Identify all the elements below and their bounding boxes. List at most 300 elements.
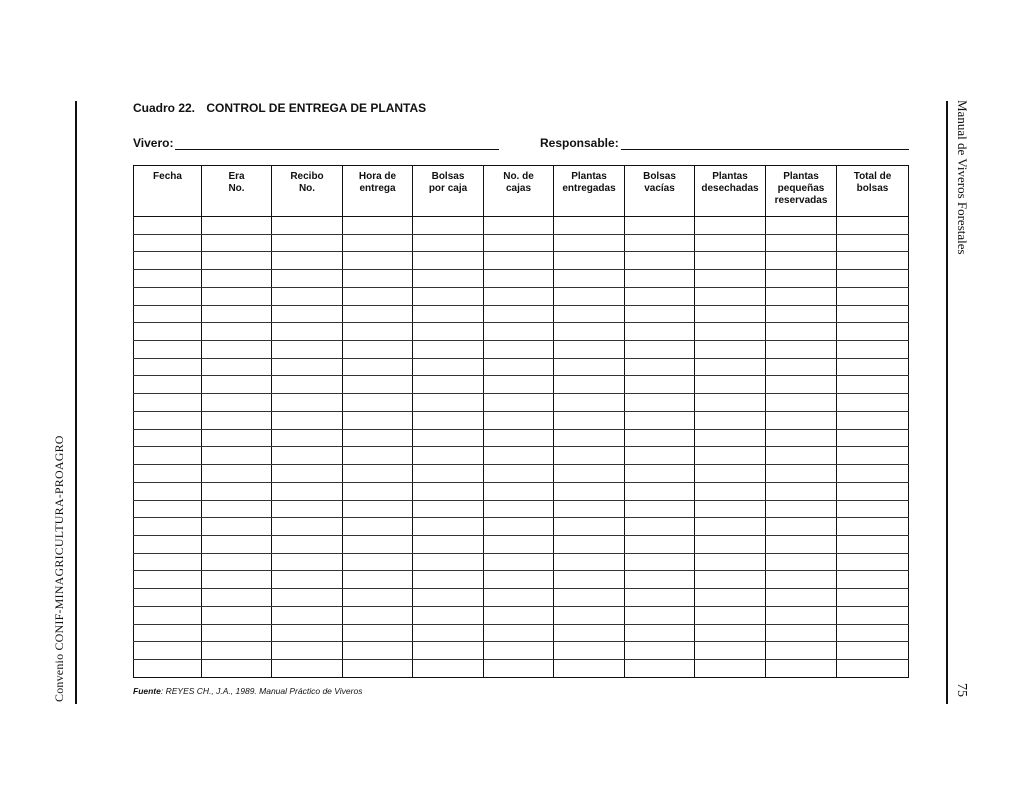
table-cell[interactable] [134, 341, 202, 359]
table-cell[interactable] [625, 341, 695, 359]
table-cell[interactable] [272, 500, 343, 518]
table-cell[interactable] [766, 571, 837, 589]
table-cell[interactable] [134, 305, 202, 323]
table-cell[interactable] [272, 429, 343, 447]
table-cell[interactable] [413, 465, 484, 483]
table-cell[interactable] [202, 305, 272, 323]
table-row [134, 606, 909, 624]
table-cell[interactable] [837, 376, 909, 394]
table-cell[interactable] [134, 482, 202, 500]
table-cell[interactable] [766, 606, 837, 624]
table-cell[interactable] [625, 500, 695, 518]
table-cell[interactable] [272, 341, 343, 359]
table-cell[interactable] [343, 642, 413, 660]
table-cell[interactable] [625, 305, 695, 323]
table-cell[interactable] [766, 518, 837, 536]
table-cell[interactable] [837, 589, 909, 607]
table-cell[interactable] [625, 482, 695, 500]
source-label: Fuente [133, 686, 161, 696]
table-cell[interactable] [343, 465, 413, 483]
table-cell[interactable] [202, 589, 272, 607]
table-cell[interactable] [766, 270, 837, 288]
table-cell[interactable] [413, 606, 484, 624]
table-cell[interactable] [766, 305, 837, 323]
table-cell[interactable] [837, 358, 909, 376]
table-cell[interactable] [695, 553, 766, 571]
table-cell[interactable] [766, 500, 837, 518]
table-cell[interactable] [484, 411, 554, 429]
table-cell[interactable] [695, 376, 766, 394]
table-cell[interactable] [202, 500, 272, 518]
table-cell[interactable] [272, 270, 343, 288]
table-cell[interactable] [625, 217, 695, 235]
table-cell[interactable] [625, 535, 695, 553]
table-cell[interactable] [766, 465, 837, 483]
table-cell[interactable] [413, 217, 484, 235]
table-cell[interactable] [554, 465, 625, 483]
table-cell[interactable] [625, 323, 695, 341]
table-cell[interactable] [695, 217, 766, 235]
table-cell[interactable] [554, 606, 625, 624]
table-cell[interactable] [202, 482, 272, 500]
table-cell[interactable] [202, 270, 272, 288]
table-cell[interactable] [837, 624, 909, 642]
table-cell[interactable] [695, 252, 766, 270]
table-cell[interactable] [343, 394, 413, 412]
table-cell[interactable] [484, 518, 554, 536]
table-cell[interactable] [343, 270, 413, 288]
table-cell[interactable] [554, 482, 625, 500]
table-cell[interactable] [695, 500, 766, 518]
table-cell[interactable] [343, 500, 413, 518]
table-cell[interactable] [343, 429, 413, 447]
table-cell[interactable] [766, 447, 837, 465]
table-cell[interactable] [134, 287, 202, 305]
table-cell[interactable] [625, 411, 695, 429]
table-cell[interactable] [343, 341, 413, 359]
table-cell[interactable] [837, 535, 909, 553]
right-running-header [950, 100, 970, 260]
table-cell[interactable] [484, 341, 554, 359]
table-cell[interactable] [625, 287, 695, 305]
right-margin-rule [946, 101, 948, 704]
table-cell[interactable] [837, 341, 909, 359]
table-cell[interactable] [202, 429, 272, 447]
table-cell[interactable] [413, 518, 484, 536]
table-cell[interactable] [554, 500, 625, 518]
table-cell[interactable] [625, 465, 695, 483]
table-cell[interactable] [343, 323, 413, 341]
table-cell[interactable] [272, 571, 343, 589]
table-cell[interactable] [272, 411, 343, 429]
table-cell[interactable] [695, 429, 766, 447]
table-cell[interactable] [695, 341, 766, 359]
table-cell[interactable] [202, 553, 272, 571]
table-cell[interactable] [695, 624, 766, 642]
table-cell[interactable] [272, 465, 343, 483]
table-cell[interactable] [625, 659, 695, 677]
table-cell[interactable] [202, 606, 272, 624]
table-row [134, 642, 909, 660]
table-cell[interactable] [766, 234, 837, 252]
table-cell[interactable] [413, 323, 484, 341]
table-cell[interactable] [554, 553, 625, 571]
table-cell[interactable] [695, 234, 766, 252]
table-cell[interactable] [134, 589, 202, 607]
table-cell[interactable] [202, 217, 272, 235]
table-cell[interactable] [413, 500, 484, 518]
table-cell[interactable] [202, 252, 272, 270]
table-cell[interactable] [484, 482, 554, 500]
table-cell[interactable] [554, 234, 625, 252]
table-cell[interactable] [413, 642, 484, 660]
table-cell[interactable] [554, 394, 625, 412]
table-cell[interactable] [343, 553, 413, 571]
table-cell[interactable] [413, 535, 484, 553]
table-cell[interactable] [625, 447, 695, 465]
table-cell[interactable] [766, 659, 837, 677]
table-cell[interactable] [766, 411, 837, 429]
table-cell[interactable] [134, 624, 202, 642]
column-header: Fecha [134, 166, 202, 217]
table-cell[interactable] [695, 535, 766, 553]
table-cell[interactable] [484, 270, 554, 288]
table-cell[interactable] [343, 358, 413, 376]
table-cell[interactable] [343, 234, 413, 252]
table-cell[interactable] [484, 234, 554, 252]
table-cell[interactable] [134, 465, 202, 483]
table-row [134, 217, 909, 235]
table-cell[interactable] [272, 642, 343, 660]
table-cell[interactable] [484, 571, 554, 589]
table-cell[interactable] [272, 305, 343, 323]
table-row [134, 482, 909, 500]
table-cell[interactable] [766, 535, 837, 553]
table-cell[interactable] [413, 394, 484, 412]
table-cell[interactable] [554, 252, 625, 270]
table-cell[interactable] [272, 482, 343, 500]
table-cell[interactable] [272, 589, 343, 607]
table-cell[interactable] [202, 411, 272, 429]
table-cell[interactable] [134, 234, 202, 252]
table-cell[interactable] [837, 394, 909, 412]
table-cell[interactable] [484, 429, 554, 447]
table-cell[interactable] [343, 482, 413, 500]
table-cell[interactable] [837, 429, 909, 447]
table-cell[interactable] [202, 447, 272, 465]
table-cell[interactable] [413, 411, 484, 429]
table-cell[interactable] [202, 571, 272, 589]
table-cell[interactable] [695, 659, 766, 677]
table-cell[interactable] [695, 305, 766, 323]
table-cell[interactable] [554, 358, 625, 376]
table-cell[interactable] [837, 411, 909, 429]
table-cell[interactable] [272, 358, 343, 376]
table-cell[interactable] [134, 394, 202, 412]
table-cell[interactable] [134, 217, 202, 235]
table-cell[interactable] [695, 518, 766, 536]
table-cell[interactable] [554, 376, 625, 394]
table-cell[interactable] [413, 624, 484, 642]
table-cell[interactable] [695, 270, 766, 288]
table-cell[interactable] [484, 500, 554, 518]
table-cell[interactable] [766, 642, 837, 660]
table-cell[interactable] [134, 447, 202, 465]
table-cell[interactable] [695, 571, 766, 589]
table-cell[interactable] [272, 287, 343, 305]
table-cell[interactable] [272, 234, 343, 252]
table-cell[interactable] [134, 606, 202, 624]
table-cell[interactable] [554, 429, 625, 447]
table-cell[interactable] [484, 535, 554, 553]
table-cell[interactable] [202, 465, 272, 483]
table-cell[interactable] [484, 252, 554, 270]
table-cell[interactable] [695, 323, 766, 341]
table-cell[interactable] [695, 447, 766, 465]
table-cell[interactable] [134, 429, 202, 447]
table-cell[interactable] [625, 589, 695, 607]
table-cell[interactable] [554, 642, 625, 660]
table-cell[interactable] [554, 571, 625, 589]
table-cell[interactable] [837, 518, 909, 536]
table-cell[interactable] [625, 394, 695, 412]
table-cell[interactable] [413, 482, 484, 500]
table-cell[interactable] [837, 606, 909, 624]
table-cell[interactable] [554, 624, 625, 642]
table-cell[interactable] [625, 252, 695, 270]
table-cell[interactable] [766, 624, 837, 642]
table-cell[interactable] [272, 606, 343, 624]
table-cell[interactable] [343, 217, 413, 235]
table-cell[interactable] [554, 447, 625, 465]
table-cell[interactable] [484, 376, 554, 394]
table-cell[interactable] [272, 553, 343, 571]
responsable-line[interactable] [621, 137, 909, 150]
table-cell[interactable] [134, 411, 202, 429]
table-cell[interactable] [343, 411, 413, 429]
table-cell[interactable] [554, 341, 625, 359]
table-cell[interactable] [134, 500, 202, 518]
table-cell[interactable] [766, 553, 837, 571]
table-cell[interactable] [343, 305, 413, 323]
table-cell[interactable] [202, 642, 272, 660]
table-cell[interactable] [484, 447, 554, 465]
table-cell[interactable] [766, 358, 837, 376]
table-cell[interactable] [272, 323, 343, 341]
table-cell[interactable] [837, 447, 909, 465]
table-cell[interactable] [484, 659, 554, 677]
table-cell[interactable] [202, 394, 272, 412]
table-cell[interactable] [554, 589, 625, 607]
table-cell[interactable] [484, 287, 554, 305]
table-cell[interactable] [134, 642, 202, 660]
table-cell[interactable] [484, 553, 554, 571]
table-cell[interactable] [202, 234, 272, 252]
table-cell[interactable] [134, 270, 202, 288]
table-cell[interactable] [202, 518, 272, 536]
table-cell[interactable] [695, 358, 766, 376]
table-cell[interactable] [343, 535, 413, 553]
table-cell[interactable] [343, 447, 413, 465]
table-cell[interactable] [625, 624, 695, 642]
table-cell[interactable] [766, 482, 837, 500]
table-cell[interactable] [554, 659, 625, 677]
table-cell[interactable] [837, 270, 909, 288]
table-cell[interactable] [202, 323, 272, 341]
table-cell[interactable] [484, 358, 554, 376]
table-cell[interactable] [766, 323, 837, 341]
table-cell[interactable] [484, 589, 554, 607]
table-cell[interactable] [625, 606, 695, 624]
table-cell[interactable] [766, 217, 837, 235]
table-cell[interactable] [554, 411, 625, 429]
table-cell[interactable] [484, 394, 554, 412]
table-cell[interactable] [413, 659, 484, 677]
delivery-control-table [133, 165, 909, 678]
table-cell[interactable] [202, 624, 272, 642]
table-cell[interactable] [695, 394, 766, 412]
table-cell[interactable] [413, 447, 484, 465]
table-cell[interactable] [484, 465, 554, 483]
table-cell[interactable] [625, 429, 695, 447]
table-cell[interactable] [766, 429, 837, 447]
table-cell[interactable] [625, 358, 695, 376]
table-cell[interactable] [413, 270, 484, 288]
table-cell[interactable] [554, 323, 625, 341]
table-cell[interactable] [413, 376, 484, 394]
table-cell[interactable] [272, 376, 343, 394]
table-cell[interactable] [695, 606, 766, 624]
table-cell[interactable] [134, 376, 202, 394]
table-cell[interactable] [343, 624, 413, 642]
table-cell[interactable] [202, 535, 272, 553]
table-cell[interactable] [837, 659, 909, 677]
table-cell[interactable] [766, 394, 837, 412]
table-cell[interactable] [837, 553, 909, 571]
table-cell[interactable] [134, 518, 202, 536]
table-cell[interactable] [625, 553, 695, 571]
table-cell[interactable] [766, 287, 837, 305]
table-cell[interactable] [484, 323, 554, 341]
table-cell[interactable] [413, 571, 484, 589]
table-cell[interactable] [484, 217, 554, 235]
table-cell[interactable] [766, 252, 837, 270]
table-cell[interactable] [695, 589, 766, 607]
table-cell[interactable] [413, 287, 484, 305]
table-cell[interactable] [134, 659, 202, 677]
table-cell[interactable] [343, 518, 413, 536]
table-cell[interactable] [837, 234, 909, 252]
table-cell[interactable] [837, 642, 909, 660]
table-cell[interactable] [272, 252, 343, 270]
table-cell[interactable] [625, 518, 695, 536]
table-cell[interactable] [837, 571, 909, 589]
table-cell[interactable] [134, 252, 202, 270]
table-cell[interactable] [413, 429, 484, 447]
table-cell[interactable] [134, 535, 202, 553]
table-cell[interactable] [554, 270, 625, 288]
table-cell[interactable] [695, 411, 766, 429]
table-cell[interactable] [413, 252, 484, 270]
table-cell[interactable] [413, 341, 484, 359]
table-cell[interactable] [695, 642, 766, 660]
table-cell[interactable] [554, 217, 625, 235]
table-cell[interactable] [343, 287, 413, 305]
table-cell[interactable] [766, 376, 837, 394]
table-cell[interactable] [484, 305, 554, 323]
table-cell[interactable] [837, 217, 909, 235]
table-cell[interactable] [695, 482, 766, 500]
table-row [134, 252, 909, 270]
table-cell[interactable] [272, 518, 343, 536]
table-cell[interactable] [695, 287, 766, 305]
table-cell[interactable] [837, 252, 909, 270]
table-cell[interactable] [272, 394, 343, 412]
table-cell[interactable] [202, 376, 272, 394]
table-cell[interactable] [343, 589, 413, 607]
table-cell[interactable] [413, 358, 484, 376]
table-cell[interactable] [202, 341, 272, 359]
table-cell[interactable] [343, 376, 413, 394]
source-note: Fuente: REYES CH., J.A., 1989. Manual Práctico de Viveros [133, 686, 363, 696]
table-cell[interactable] [484, 642, 554, 660]
table-cell[interactable] [625, 571, 695, 589]
table-cell[interactable] [625, 270, 695, 288]
table-cell[interactable] [837, 465, 909, 483]
table-cell[interactable] [413, 589, 484, 607]
table-cell[interactable] [272, 624, 343, 642]
table-cell[interactable] [343, 659, 413, 677]
table-cell[interactable] [766, 341, 837, 359]
table-cell[interactable] [837, 482, 909, 500]
table-cell[interactable] [625, 234, 695, 252]
table-cell[interactable] [134, 358, 202, 376]
table-cell[interactable] [766, 589, 837, 607]
table-cell[interactable] [837, 323, 909, 341]
table-cell[interactable] [413, 234, 484, 252]
table-cell[interactable] [202, 659, 272, 677]
table-cell[interactable] [625, 376, 695, 394]
table-cell[interactable] [554, 305, 625, 323]
table-cell[interactable] [134, 571, 202, 589]
vivero-line[interactable] [175, 137, 499, 150]
table-cell[interactable] [134, 323, 202, 341]
table-cell[interactable] [272, 535, 343, 553]
table-cell[interactable] [202, 358, 272, 376]
table-cell[interactable] [202, 287, 272, 305]
table-cell[interactable] [554, 518, 625, 536]
table-cell[interactable] [272, 217, 343, 235]
table-cell[interactable] [695, 465, 766, 483]
table-cell[interactable] [554, 287, 625, 305]
table-cell[interactable] [272, 447, 343, 465]
table-cell[interactable] [343, 606, 413, 624]
table-cell[interactable] [554, 535, 625, 553]
table-cell[interactable] [837, 287, 909, 305]
table-cell[interactable] [484, 624, 554, 642]
table-cell[interactable] [413, 553, 484, 571]
table-cell[interactable] [343, 252, 413, 270]
table-cell[interactable] [343, 571, 413, 589]
table-cell[interactable] [134, 553, 202, 571]
table-cell[interactable] [837, 305, 909, 323]
table-cell[interactable] [413, 305, 484, 323]
table-row [134, 571, 909, 589]
table-cell[interactable] [484, 606, 554, 624]
table-cell[interactable] [272, 659, 343, 677]
table-cell[interactable] [837, 500, 909, 518]
table-cell[interactable] [625, 642, 695, 660]
